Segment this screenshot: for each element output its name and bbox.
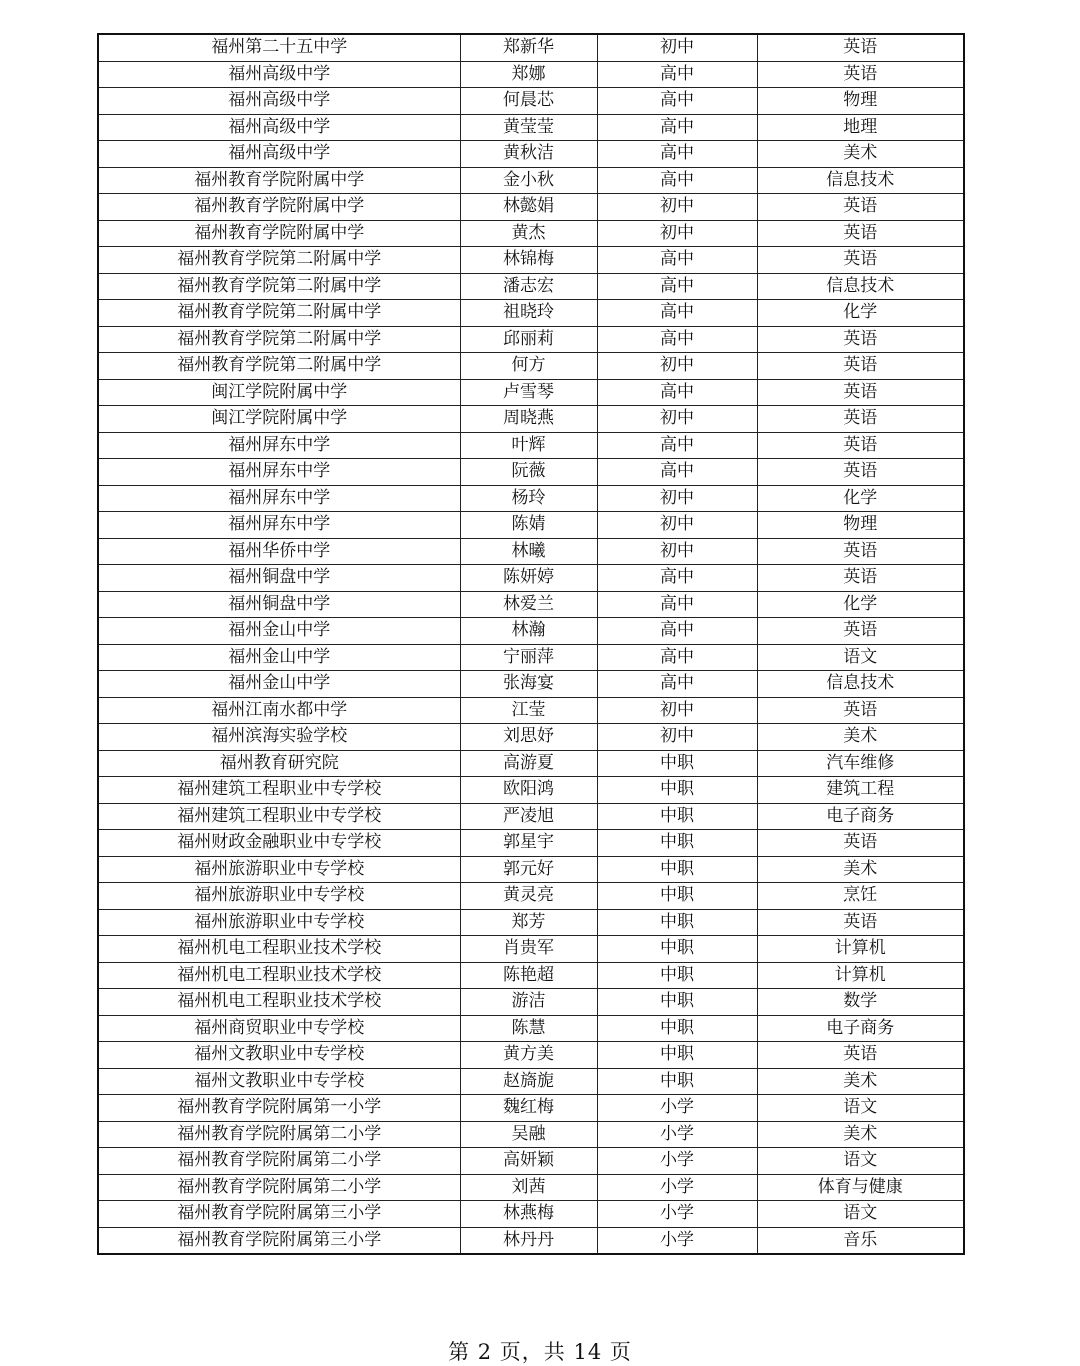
level-cell: 小学	[597, 1227, 757, 1254]
teacher-name-cell: 郑芳	[460, 909, 597, 936]
subject-cell: 英语	[757, 459, 964, 486]
table-row	[98, 34, 964, 61]
subject-cell: 物理	[757, 88, 964, 115]
table-row	[98, 989, 964, 1016]
teacher-name-cell: 陈慧	[460, 1015, 597, 1042]
subject-cell: 信息技术	[757, 167, 964, 194]
level-cell: 高中	[597, 671, 757, 698]
school-cell: 福州教育学院附属第二小学	[98, 1174, 460, 1201]
level-cell: 中职	[597, 989, 757, 1016]
teacher-name-cell: 杨玲	[460, 485, 597, 512]
table-row	[98, 406, 964, 433]
school-cell: 福州文教职业中专学校	[98, 1042, 460, 1069]
subject-cell: 英语	[757, 909, 964, 936]
teacher-name-cell: 吴融	[460, 1121, 597, 1148]
teacher-name-cell: 林燕梅	[460, 1201, 597, 1228]
table-row	[98, 1068, 964, 1095]
school-cell: 福州教育研究院	[98, 750, 460, 777]
table-row	[98, 432, 964, 459]
school-cell: 福州华侨中学	[98, 538, 460, 565]
teacher-name-cell: 郭星宇	[460, 830, 597, 857]
teacher-name-cell: 林懿娟	[460, 194, 597, 221]
subject-cell: 体育与健康	[757, 1174, 964, 1201]
school-cell: 福州江南水都中学	[98, 697, 460, 724]
school-cell: 福州教育学院第二附属中学	[98, 353, 460, 380]
teacher-name-cell: 陈艳超	[460, 962, 597, 989]
subject-cell: 计算机	[757, 936, 964, 963]
level-cell: 小学	[597, 1095, 757, 1122]
table-row	[98, 485, 964, 512]
table-row	[98, 1042, 964, 1069]
level-cell: 初中	[597, 724, 757, 751]
school-cell: 福州高级中学	[98, 61, 460, 88]
level-cell: 中职	[597, 1042, 757, 1069]
level-cell: 中职	[597, 803, 757, 830]
subject-cell: 英语	[757, 697, 964, 724]
table-row	[98, 618, 964, 645]
subject-cell: 英语	[757, 432, 964, 459]
table-row	[98, 61, 964, 88]
level-cell: 初中	[597, 406, 757, 433]
level-cell: 初中	[597, 353, 757, 380]
teacher-name-cell: 潘志宏	[460, 273, 597, 300]
table-row	[98, 883, 964, 910]
school-cell: 福州机电工程职业技术学校	[98, 936, 460, 963]
subject-cell: 英语	[757, 326, 964, 353]
school-cell: 福州旅游职业中专学校	[98, 883, 460, 910]
table-row	[98, 1148, 964, 1175]
level-cell: 高中	[597, 300, 757, 327]
school-cell: 福州高级中学	[98, 114, 460, 141]
teacher-name-cell: 何方	[460, 353, 597, 380]
level-cell: 中职	[597, 883, 757, 910]
school-cell: 福州金山中学	[98, 644, 460, 671]
table-row	[98, 459, 964, 486]
table-row	[98, 909, 964, 936]
school-cell: 福州教育学院附属第三小学	[98, 1227, 460, 1254]
level-cell: 高中	[597, 618, 757, 645]
school-cell: 福州高级中学	[98, 141, 460, 168]
level-cell: 初中	[597, 220, 757, 247]
table-row	[98, 936, 964, 963]
school-cell: 福州建筑工程职业中专学校	[98, 803, 460, 830]
subject-cell: 英语	[757, 1042, 964, 1069]
subject-cell: 语文	[757, 1201, 964, 1228]
school-cell: 福州屏东中学	[98, 432, 460, 459]
subject-cell: 英语	[757, 565, 964, 592]
table-row	[98, 88, 964, 115]
table-row	[98, 247, 964, 274]
school-cell: 闽江学院附属中学	[98, 379, 460, 406]
subject-cell: 化学	[757, 300, 964, 327]
table-row	[98, 167, 964, 194]
subject-cell: 信息技术	[757, 273, 964, 300]
table-row	[98, 141, 964, 168]
table-row	[98, 300, 964, 327]
table-row	[98, 353, 964, 380]
school-cell: 福州金山中学	[98, 671, 460, 698]
school-cell: 福州财政金融职业中专学校	[98, 830, 460, 857]
school-cell: 福州滨海实验学校	[98, 724, 460, 751]
teacher-name-cell: 金小秋	[460, 167, 597, 194]
level-cell: 小学	[597, 1148, 757, 1175]
school-cell: 福州旅游职业中专学校	[98, 856, 460, 883]
teacher-name-cell: 魏红梅	[460, 1095, 597, 1122]
level-cell: 中职	[597, 750, 757, 777]
level-cell: 小学	[597, 1201, 757, 1228]
school-cell: 福州教育学院第二附属中学	[98, 273, 460, 300]
school-cell: 福州教育学院附属第一小学	[98, 1095, 460, 1122]
level-cell: 中职	[597, 1068, 757, 1095]
teacher-name-cell: 严凌旭	[460, 803, 597, 830]
subject-cell: 英语	[757, 830, 964, 857]
teacher-name-cell: 黄灵亮	[460, 883, 597, 910]
teacher-name-cell: 邱丽莉	[460, 326, 597, 353]
roster-table	[97, 33, 965, 1255]
subject-cell: 物理	[757, 512, 964, 539]
school-cell: 福州教育学院附属中学	[98, 167, 460, 194]
school-cell: 闽江学院附属中学	[98, 406, 460, 433]
subject-cell: 英语	[757, 618, 964, 645]
subject-cell: 英语	[757, 220, 964, 247]
subject-cell: 英语	[757, 61, 964, 88]
teacher-name-cell: 林丹丹	[460, 1227, 597, 1254]
teacher-name-cell: 江莹	[460, 697, 597, 724]
table-row	[98, 777, 964, 804]
subject-cell: 语文	[757, 1095, 964, 1122]
school-cell: 福州教育学院第二附属中学	[98, 300, 460, 327]
table-row	[98, 1015, 964, 1042]
school-cell: 福州屏东中学	[98, 512, 460, 539]
table-row	[98, 697, 964, 724]
level-cell: 中职	[597, 777, 757, 804]
table-row	[98, 273, 964, 300]
level-cell: 初中	[597, 697, 757, 724]
subject-cell: 化学	[757, 591, 964, 618]
level-cell: 高中	[597, 61, 757, 88]
school-cell: 福州屏东中学	[98, 459, 460, 486]
subject-cell: 英语	[757, 194, 964, 221]
teacher-name-cell: 肖贵军	[460, 936, 597, 963]
subject-cell: 英语	[757, 247, 964, 274]
subject-cell: 语文	[757, 644, 964, 671]
teacher-name-cell: 郑娜	[460, 61, 597, 88]
table-row	[98, 962, 964, 989]
level-cell: 高中	[597, 432, 757, 459]
level-cell: 高中	[597, 141, 757, 168]
level-cell: 高中	[597, 459, 757, 486]
level-cell: 高中	[597, 326, 757, 353]
table-row	[98, 1174, 964, 1201]
level-cell: 中职	[597, 909, 757, 936]
school-cell: 福州教育学院附属中学	[98, 220, 460, 247]
teacher-name-cell: 林锦梅	[460, 247, 597, 274]
level-cell: 小学	[597, 1174, 757, 1201]
table-row	[98, 830, 964, 857]
subject-cell: 烹饪	[757, 883, 964, 910]
level-cell: 初中	[597, 485, 757, 512]
school-cell: 福州建筑工程职业中专学校	[98, 777, 460, 804]
school-cell: 福州教育学院第二附属中学	[98, 326, 460, 353]
table-row	[98, 565, 964, 592]
level-cell: 中职	[597, 830, 757, 857]
subject-cell: 美术	[757, 1068, 964, 1095]
school-cell: 福州教育学院第二附属中学	[98, 247, 460, 274]
subject-cell: 美术	[757, 724, 964, 751]
subject-cell: 建筑工程	[757, 777, 964, 804]
school-cell: 福州教育学院附属第二小学	[98, 1148, 460, 1175]
table-row	[98, 326, 964, 353]
level-cell: 高中	[597, 591, 757, 618]
teacher-name-cell: 陈妍婷	[460, 565, 597, 592]
school-cell: 福州教育学院附属第二小学	[98, 1121, 460, 1148]
teacher-name-cell: 刘思妤	[460, 724, 597, 751]
teacher-name-cell: 高妍颖	[460, 1148, 597, 1175]
school-cell: 福州旅游职业中专学校	[98, 909, 460, 936]
subject-cell: 电子商务	[757, 1015, 964, 1042]
table-row	[98, 512, 964, 539]
subject-cell: 美术	[757, 1121, 964, 1148]
table-row	[98, 644, 964, 671]
level-cell: 初中	[597, 538, 757, 565]
level-cell: 中职	[597, 936, 757, 963]
teacher-name-cell: 林爱兰	[460, 591, 597, 618]
teacher-name-cell: 阮薇	[460, 459, 597, 486]
level-cell: 高中	[597, 114, 757, 141]
level-cell: 初中	[597, 34, 757, 61]
level-cell: 高中	[597, 167, 757, 194]
table-row	[98, 114, 964, 141]
school-cell: 福州铜盘中学	[98, 565, 460, 592]
table-row	[98, 1095, 964, 1122]
teacher-name-cell: 祖晓玲	[460, 300, 597, 327]
teacher-name-cell: 宁丽萍	[460, 644, 597, 671]
table-row	[98, 856, 964, 883]
table-row	[98, 671, 964, 698]
teacher-name-cell: 叶辉	[460, 432, 597, 459]
level-cell: 中职	[597, 856, 757, 883]
table-row	[98, 724, 964, 751]
teacher-name-cell: 郑新华	[460, 34, 597, 61]
school-cell: 福州金山中学	[98, 618, 460, 645]
level-cell: 初中	[597, 512, 757, 539]
subject-cell: 美术	[757, 856, 964, 883]
school-cell: 福州教育学院附属中学	[98, 194, 460, 221]
level-cell: 高中	[597, 644, 757, 671]
teacher-name-cell: 刘茜	[460, 1174, 597, 1201]
teacher-name-cell: 何晨芯	[460, 88, 597, 115]
teacher-name-cell: 游洁	[460, 989, 597, 1016]
table-row	[98, 1201, 964, 1228]
level-cell: 初中	[597, 194, 757, 221]
level-cell: 高中	[597, 247, 757, 274]
level-cell: 中职	[597, 962, 757, 989]
level-cell: 小学	[597, 1121, 757, 1148]
subject-cell: 信息技术	[757, 671, 964, 698]
table-row	[98, 1227, 964, 1254]
subject-cell: 语文	[757, 1148, 964, 1175]
roster-table-body	[98, 34, 964, 1254]
teacher-name-cell: 林瀚	[460, 618, 597, 645]
table-row	[98, 538, 964, 565]
table-row	[98, 379, 964, 406]
page-number: 第 2 页，共 14 页	[448, 1340, 632, 1364]
subject-cell: 英语	[757, 34, 964, 61]
school-cell: 福州文教职业中专学校	[98, 1068, 460, 1095]
table-row	[98, 220, 964, 247]
school-cell: 福州教育学院附属第三小学	[98, 1201, 460, 1228]
subject-cell: 英语	[757, 379, 964, 406]
teacher-name-cell: 卢雪琴	[460, 379, 597, 406]
level-cell: 高中	[597, 379, 757, 406]
teacher-name-cell: 黄方美	[460, 1042, 597, 1069]
subject-cell: 汽车维修	[757, 750, 964, 777]
school-cell: 福州第二十五中学	[98, 34, 460, 61]
level-cell: 高中	[597, 88, 757, 115]
level-cell: 高中	[597, 273, 757, 300]
subject-cell: 电子商务	[757, 803, 964, 830]
school-cell: 福州铜盘中学	[98, 591, 460, 618]
teacher-name-cell: 林曦	[460, 538, 597, 565]
school-cell: 福州机电工程职业技术学校	[98, 962, 460, 989]
teacher-name-cell: 郭元好	[460, 856, 597, 883]
teacher-name-cell: 黄杰	[460, 220, 597, 247]
subject-cell: 英语	[757, 538, 964, 565]
school-cell: 福州屏东中学	[98, 485, 460, 512]
table-row	[98, 194, 964, 221]
teacher-name-cell: 陈婧	[460, 512, 597, 539]
subject-cell: 英语	[757, 406, 964, 433]
school-cell: 福州商贸职业中专学校	[98, 1015, 460, 1042]
table-row	[98, 591, 964, 618]
subject-cell: 美术	[757, 141, 964, 168]
table-row	[98, 803, 964, 830]
subject-cell: 英语	[757, 353, 964, 380]
table-row	[98, 750, 964, 777]
teacher-name-cell: 张海宴	[460, 671, 597, 698]
school-cell: 福州高级中学	[98, 88, 460, 115]
teacher-name-cell: 黄莹莹	[460, 114, 597, 141]
teacher-name-cell: 高游夏	[460, 750, 597, 777]
subject-cell: 地理	[757, 114, 964, 141]
subject-cell: 化学	[757, 485, 964, 512]
teacher-name-cell: 周晓燕	[460, 406, 597, 433]
school-cell: 福州机电工程职业技术学校	[98, 989, 460, 1016]
table-row	[98, 1121, 964, 1148]
subject-cell: 数学	[757, 989, 964, 1016]
level-cell: 高中	[597, 565, 757, 592]
subject-cell: 音乐	[757, 1227, 964, 1254]
level-cell: 中职	[597, 1015, 757, 1042]
teacher-name-cell: 黄秋洁	[460, 141, 597, 168]
teacher-name-cell: 欧阳鸿	[460, 777, 597, 804]
subject-cell: 计算机	[757, 962, 964, 989]
teacher-name-cell: 赵旖旎	[460, 1068, 597, 1095]
